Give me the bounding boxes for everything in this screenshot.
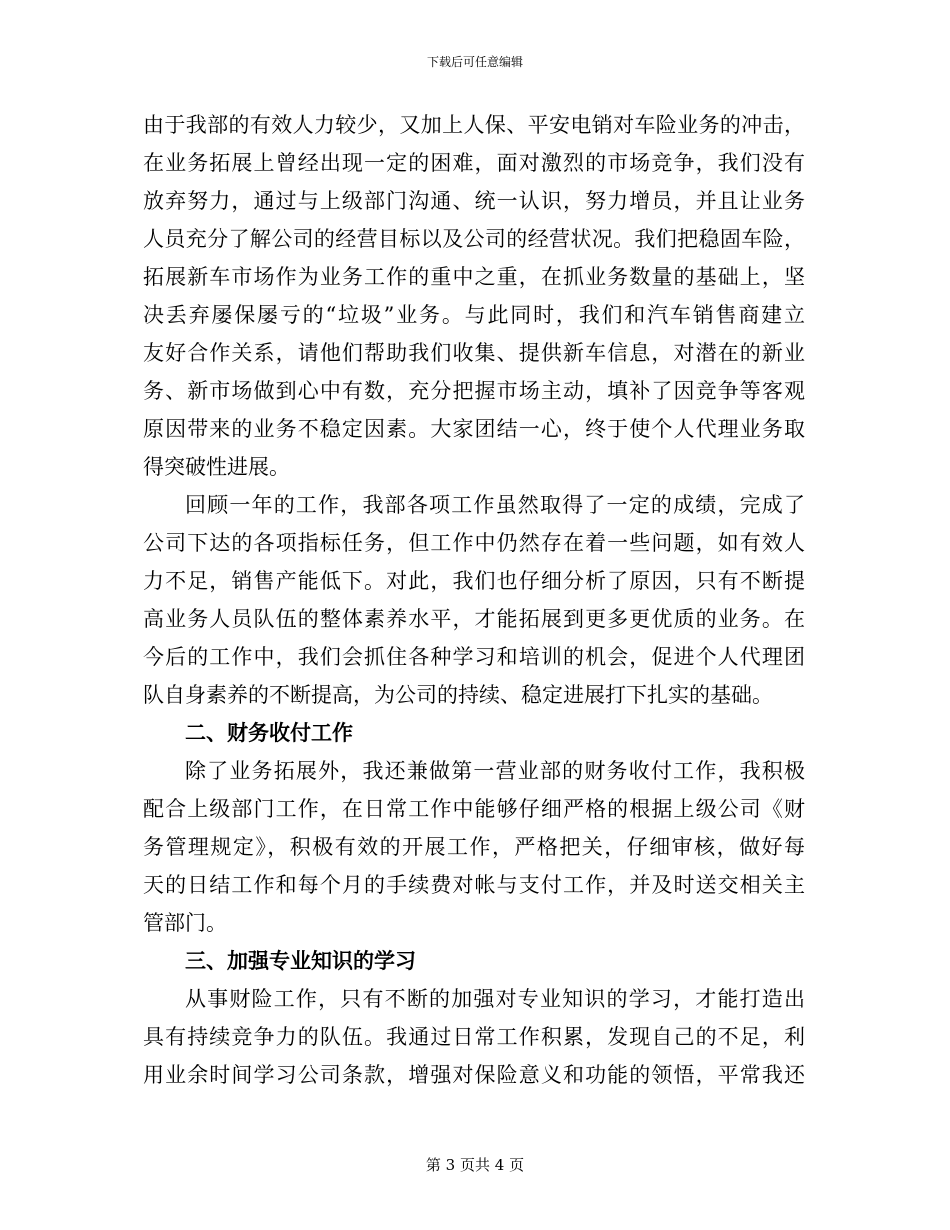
paragraph-line: 高业务人员队伍的整体素养水平，才能拓展到更多更优质的业务。在: [143, 607, 805, 631]
paragraph-line: 友好合作关系，请他们帮助我们收集、提供新车信息，对潜在的新业: [143, 341, 805, 365]
paragraph-line: 由于我部的有效人力较少，又加上人保、平安电销对车险业务的冲击，: [143, 113, 805, 137]
paragraph-line: 配合上级部门工作，在日常工作中能够仔细严格的根据上级公司《财: [143, 797, 805, 821]
paragraph-line: 得突破性进展。: [143, 455, 290, 479]
paragraph-line: 回顾一年的工作，我部各项工作虽然取得了一定的成绩，完成了: [185, 493, 805, 517]
paragraph-line: 务、新市场做到心中有数，充分把握市场主动，填补了因竞争等客观: [143, 379, 805, 403]
paragraph-line: 具有持续竞争力的队伍。我通过日常工作积累，发现自己的不足，利: [143, 1025, 805, 1049]
paragraph-line: 队自身素养的不断提高，为公司的持续、稳定进展打下扎实的基础。: [143, 683, 773, 707]
paragraph-line: 用业余时间学习公司条款，增强对保险意义和功能的领悟，平常我还: [143, 1063, 805, 1087]
page-header: 下载后可任意编辑: [426, 55, 523, 69]
paragraph-line: 放弃努力，通过与上级部门沟通、统一认识，努力增员，并且让业务: [143, 189, 805, 213]
paragraph-line: 从事财险工作，只有不断的加强对专业知识的学习，才能打造出: [185, 987, 805, 1011]
paragraph-line: 天的日结工作和每个月的手续费对帐与支付工作，并及时送交相关主: [143, 873, 805, 897]
paragraph-line: 拓展新车市场作为业务工作的重中之重，在抓业务数量的基础上，坚: [143, 265, 805, 289]
page-footer: 第 3 页共 4 页: [425, 1156, 525, 1174]
paragraph-line: 原因带来的业务不稳定因素。大家团结一心，终于使个人代理业务取: [143, 417, 805, 441]
paragraph-line: 在业务拓展上曾经出现一定的困难，面对激烈的市场竞争，我们没有: [143, 151, 805, 175]
paragraph-line: 公司下达的各项指标任务，但工作中仍然存在着一些问题，如有效人: [143, 531, 805, 555]
paragraph-line: 力不足，销售产能低下。对此，我们也仔细分析了原因，只有不断提: [143, 569, 805, 593]
paragraph-line: 除了业务拓展外，我还兼做第一营业部的财务收付工作，我积极: [185, 759, 805, 783]
section-heading: 三、加强专业知识的学习: [185, 948, 416, 973]
paragraph-line: 人员充分了解公司的经营目标以及公司的经营状况。我们把稳固车险，: [143, 227, 805, 251]
paragraph-line: 今后的工作中，我们会抓住各种学习和培训的机会，促进个人代理团: [143, 645, 805, 669]
document-body: [143, 106, 805, 1094]
paragraph-line: 管部门。: [143, 911, 227, 935]
paragraph-line: 决丢弃屡保屡亏的“垃圾”业务。与此同时，我们和汽车销售商建立: [143, 303, 805, 327]
paragraph-line: 务管理规定》，积极有效的开展工作，严格把关，仔细审核，做好每: [143, 835, 805, 859]
section-heading: 二、财务收付工作: [185, 720, 353, 745]
